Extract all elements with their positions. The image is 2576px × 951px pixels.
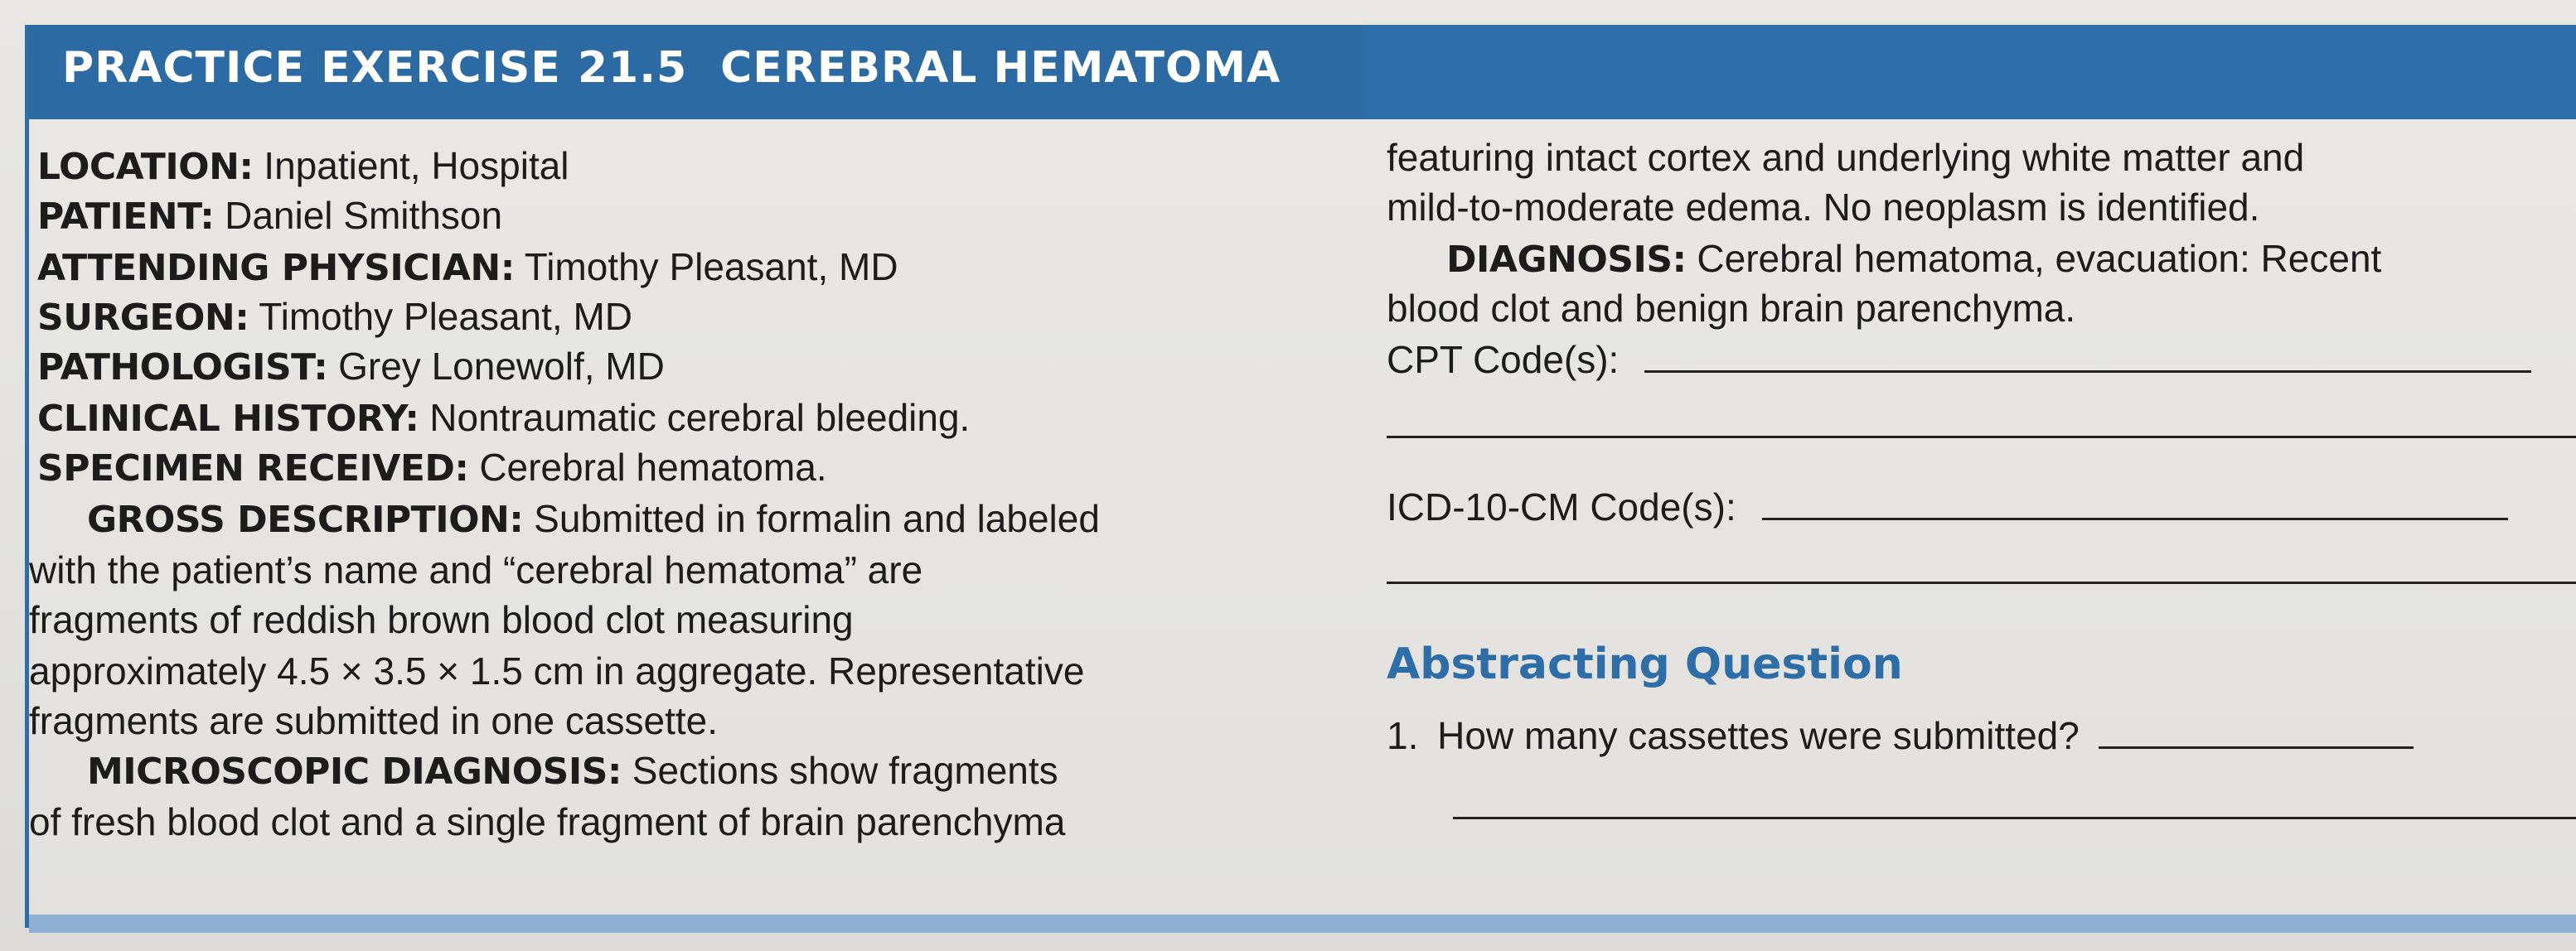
- diagnosis-label: DIAGNOSIS:: [1446, 239, 1687, 281]
- surgeon-line: [37, 292, 632, 343]
- exercise-box: [25, 25, 2576, 928]
- gross-line-1: [87, 494, 1100, 545]
- location-label: LOCATION:: [37, 146, 254, 188]
- question-line: [1387, 711, 2414, 760]
- question-text: How many cassettes were submitted?: [1437, 714, 2080, 757]
- pathologist-value: Grey Lonewolf, MD: [338, 345, 665, 388]
- cpt-code-blank[interactable]: [1644, 364, 2531, 373]
- exercise-number: 21.5: [577, 43, 688, 93]
- specimen-value: Cerebral hematoma.: [479, 446, 827, 489]
- location-value: Inpatient, Hospital: [264, 144, 569, 187]
- gross-line-5: fragments are submitted in one cassette.: [29, 699, 718, 742]
- icd-code-blank[interactable]: [1762, 511, 2508, 520]
- gross-line-2: with the patient’s name and “cerebral hematoma” are: [29, 548, 923, 591]
- surgeon-value: Timothy Pleasant, MD: [259, 295, 633, 338]
- abstracting-heading: Abstracting Question: [1387, 640, 1903, 689]
- diagnosis-line-2: blood clot and benign brain parenchyma.: [1387, 287, 2076, 330]
- cpt-code-blank-2[interactable]: [1387, 436, 2576, 438]
- microscopic-line-3: featuring intact cortex and underlying white matter and: [1387, 136, 2305, 179]
- location-line: [37, 141, 569, 192]
- attending-label: ATTENDING PHYSICIAN:: [37, 247, 515, 289]
- clinical-history-line: [37, 393, 970, 444]
- gross-label: GROSS DESCRIPTION:: [87, 499, 524, 541]
- patient-label: PATIENT:: [37, 196, 215, 238]
- answer-blank[interactable]: [2099, 740, 2414, 749]
- patient-line: [37, 191, 502, 242]
- exercise-label: PRACTICE EXERCISE: [62, 43, 561, 93]
- microscopic-line-1: [87, 746, 1058, 797]
- gross-line-4: approximately 4.5 × 3.5 × 1.5 cm in aggregate. Representative: [29, 649, 1085, 693]
- icd-code-blank-2[interactable]: [1387, 582, 2576, 584]
- microscopic-text-1: Sections show fragments: [632, 749, 1058, 792]
- specimen-label: SPECIMEN RECEIVED:: [37, 447, 469, 490]
- answer-blank-2[interactable]: [1453, 817, 2576, 819]
- diagnosis-text-1: Cerebral hematoma, evacuation: Recent: [1697, 237, 2382, 280]
- gross-line-3: fragments of reddish brown blood clot measuring: [29, 598, 854, 641]
- pathologist-label: PATHOLOGIST:: [37, 346, 328, 389]
- exercise-header: [29, 25, 2576, 119]
- surgeon-label: SURGEON:: [37, 297, 249, 339]
- footer-bar: [29, 915, 2576, 933]
- exercise-name: CEREBRAL HEMATOMA: [720, 43, 1281, 93]
- gross-text-1: Submitted in formalin and labeled: [534, 497, 1100, 540]
- diagnosis-line-1: [1446, 234, 2381, 285]
- icd-line: [1387, 482, 2508, 532]
- question-number: 1.: [1387, 714, 1419, 757]
- attending-value: Timothy Pleasant, MD: [524, 245, 898, 288]
- microscopic-label: MICROSCOPIC DIAGNOSIS:: [87, 751, 622, 793]
- microscopic-line-4: mild-to-moderate edema. No neoplasm is identified.: [1387, 186, 2260, 229]
- pathologist-line: [37, 341, 665, 393]
- cpt-line: [1387, 335, 2531, 384]
- exercise-title: [62, 43, 1281, 93]
- clinical-history-value: Nontraumatic cerebral bleeding.: [429, 396, 971, 439]
- specimen-line: [37, 442, 827, 494]
- patient-value: Daniel Smithson: [225, 194, 503, 237]
- cpt-label: CPT Code(s):: [1387, 338, 1620, 381]
- attending-line: [37, 242, 898, 293]
- clinical-history-label: CLINICAL HISTORY:: [37, 398, 419, 440]
- icd-label: ICD-10-CM Code(s):: [1387, 485, 1736, 529]
- microscopic-line-2: of fresh blood clot and a single fragment of brain parenchyma: [29, 800, 1066, 843]
